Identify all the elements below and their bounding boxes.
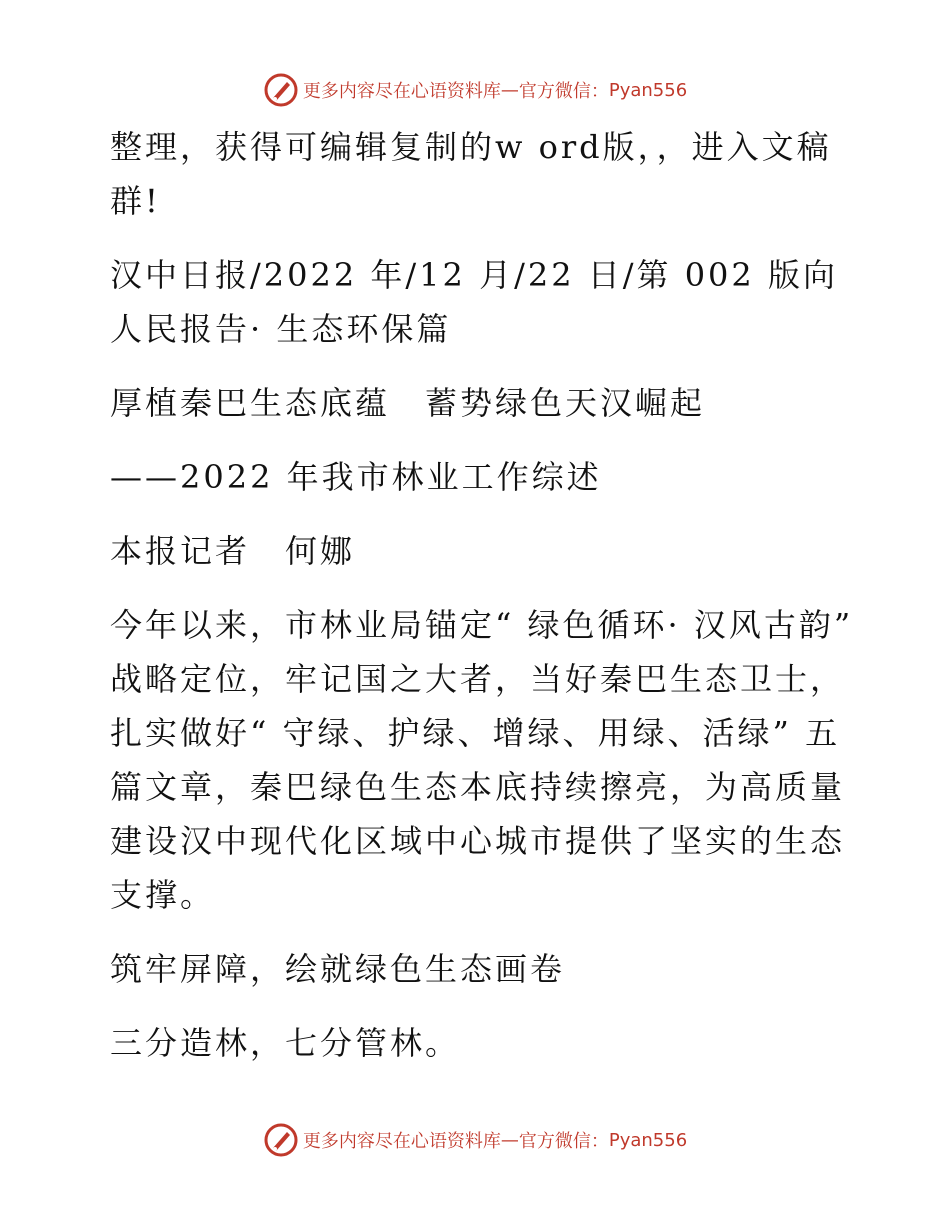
watermark-dash: —: [500, 79, 519, 101]
watermark-official-text: 官方微信：: [518, 1131, 609, 1152]
article-subtitle: ——2022 年我市林业工作综述: [110, 458, 602, 496]
watermark-id-text: Pyan556: [608, 79, 688, 101]
watermark-banner-bottom: [0, 1120, 950, 1160]
body-paragraph: 今年以来，市林业局锚定“ 绿色循环· 汉风古韵” 战略定位，牢记国之大者，当好秦巴生态卫士，扎实做好“ 守绿、护绿、增绿、用绿、活绿” 五篇文章，秦巴绿色生态本底持续擦亮，为高质量建设汉中现代化区域中心城市提供了坚实的生态支撑。: [110, 606, 854, 914]
watermark-official-text: 官方微信：: [518, 81, 609, 102]
watermark-id-text: Pyan556: [608, 1129, 688, 1151]
source-line: 汉中日报/2022 年/12 月/22 日/第 002 版向人民报告· 生态环保篇: [110, 256, 838, 348]
intro-paragraph: 整理，获得可编辑复制的w ord版，，进入文稿群!: [110, 128, 832, 220]
watermark-dash: —: [500, 1129, 519, 1151]
watermark-main-text: 更多内容尽在心语资料库: [302, 1131, 501, 1152]
article-title: 厚植秦巴生态底蕴 蓄势绿色天汉崛起: [110, 384, 706, 422]
document-body: [98, 120, 858, 1090]
watermark-banner-top: [0, 70, 950, 110]
body-paragraph: 三分造林，七分管林。: [110, 1024, 461, 1062]
logo-pen-icon: [263, 1122, 299, 1158]
watermark-main-text: 更多内容尽在心语资料库: [302, 81, 501, 102]
logo-pen-icon: [263, 72, 299, 108]
reporter-line: 本报记者 何娜: [110, 532, 356, 570]
section-heading: 筑牢屏障，绘就绿色生态画卷: [110, 950, 566, 988]
